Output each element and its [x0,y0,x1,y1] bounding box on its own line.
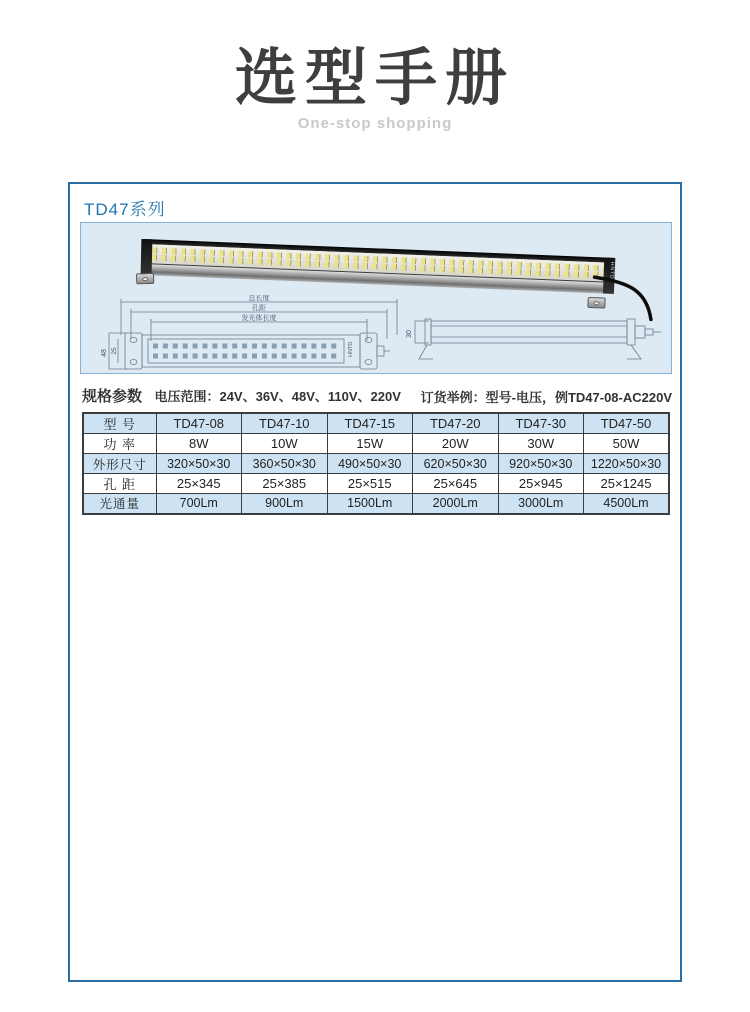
page-subtitle: One-stop shopping [297,115,453,132]
power-cell: 30W [498,434,584,454]
model-cell: TD47-15 [327,413,413,434]
series-title: TD47系列 [84,200,166,219]
product-photo [143,233,628,295]
row-label-hole-pitch: 孔 距 [83,474,156,494]
mounting-foot [136,273,154,285]
side-view-drawing [403,307,665,369]
dimensions-cell: 490×50×30 [327,454,413,474]
dim-inner-height-label: 25 [111,347,118,355]
row-label-power: 功 率 [83,434,156,454]
table-row-model [83,413,669,434]
hole-pitch-cell: 25×645 [413,474,499,494]
dimensions-cell: 360×50×30 [242,454,328,474]
hole-pitch-cell: 25×1245 [584,474,670,494]
dim-total-length-label: 总长度 [248,295,270,302]
series-box [68,182,682,982]
power-cell: 15W [327,434,413,454]
spec-table-wrap [82,412,670,515]
dim-body-length-label: 发光体长度 [241,315,277,322]
order-example: 订货举例：型号-电压，例TD47-08-AC220V [420,390,672,405]
dim-hole-pitch-label: 孔距 [252,305,266,312]
model-cell: TD47-30 [498,413,584,434]
model-cell: TD47-50 [584,413,670,434]
dim-thickness-label: 30 [406,330,413,338]
spec-line [82,385,672,407]
row-label-dimensions: 外形尺寸 [83,454,156,474]
power-cell: 50W [584,434,670,454]
luminous-flux-cell: 700Lm [156,494,242,514]
power-cell: 20W [413,434,499,454]
model-cell: TD47-20 [413,413,499,434]
table-row-hole-pitch [83,474,669,494]
model-cell: TD47-10 [242,413,328,434]
spec-table [82,412,670,515]
foot-hole [142,277,148,281]
led-bar [142,239,616,294]
table-row-dimensions [83,454,669,474]
dimensions-cell: 620×50×30 [413,454,499,474]
model-cell: TD47-08 [156,413,242,434]
dim-height-label: 48 [101,349,108,357]
spec-params-label: 规格参数 [82,388,143,405]
row-label-model: 型 号 [83,413,156,434]
drawing-brand-label: HNTD [348,341,354,357]
power-cell: 8W [156,434,242,454]
brand-label: HNTD [608,261,616,280]
dimensions-cell: 920×50×30 [498,454,584,474]
table-row-power [83,434,669,454]
dimensions-cell: 320×50×30 [156,454,242,474]
luminous-flux-cell: 900Lm [242,494,328,514]
luminous-flux-cell: 4500Lm [584,494,670,514]
led-bar-end-cap [141,239,153,275]
page-title: 选型手册 [234,44,515,113]
table-row-luminous-flux [83,494,669,514]
front-view-drawing [97,295,407,373]
luminous-flux-cell: 1500Lm [327,494,413,514]
hole-pitch-cell: 25×515 [327,474,413,494]
hole-pitch-cell: 25×945 [498,474,584,494]
hole-pitch-cell: 25×385 [242,474,328,494]
row-label-luminous-flux: 光通量 [83,494,156,514]
product-image-panel [80,222,672,374]
hole-pitch-cell: 25×345 [156,474,242,494]
power-cell: 10W [242,434,328,454]
dimensions-cell: 1220×50×30 [584,454,670,474]
luminous-flux-cell: 2000Lm [413,494,499,514]
luminous-flux-cell: 3000Lm [498,494,584,514]
voltage-range: 电压范围：24V、36V、48V、110V、220V [154,389,401,404]
